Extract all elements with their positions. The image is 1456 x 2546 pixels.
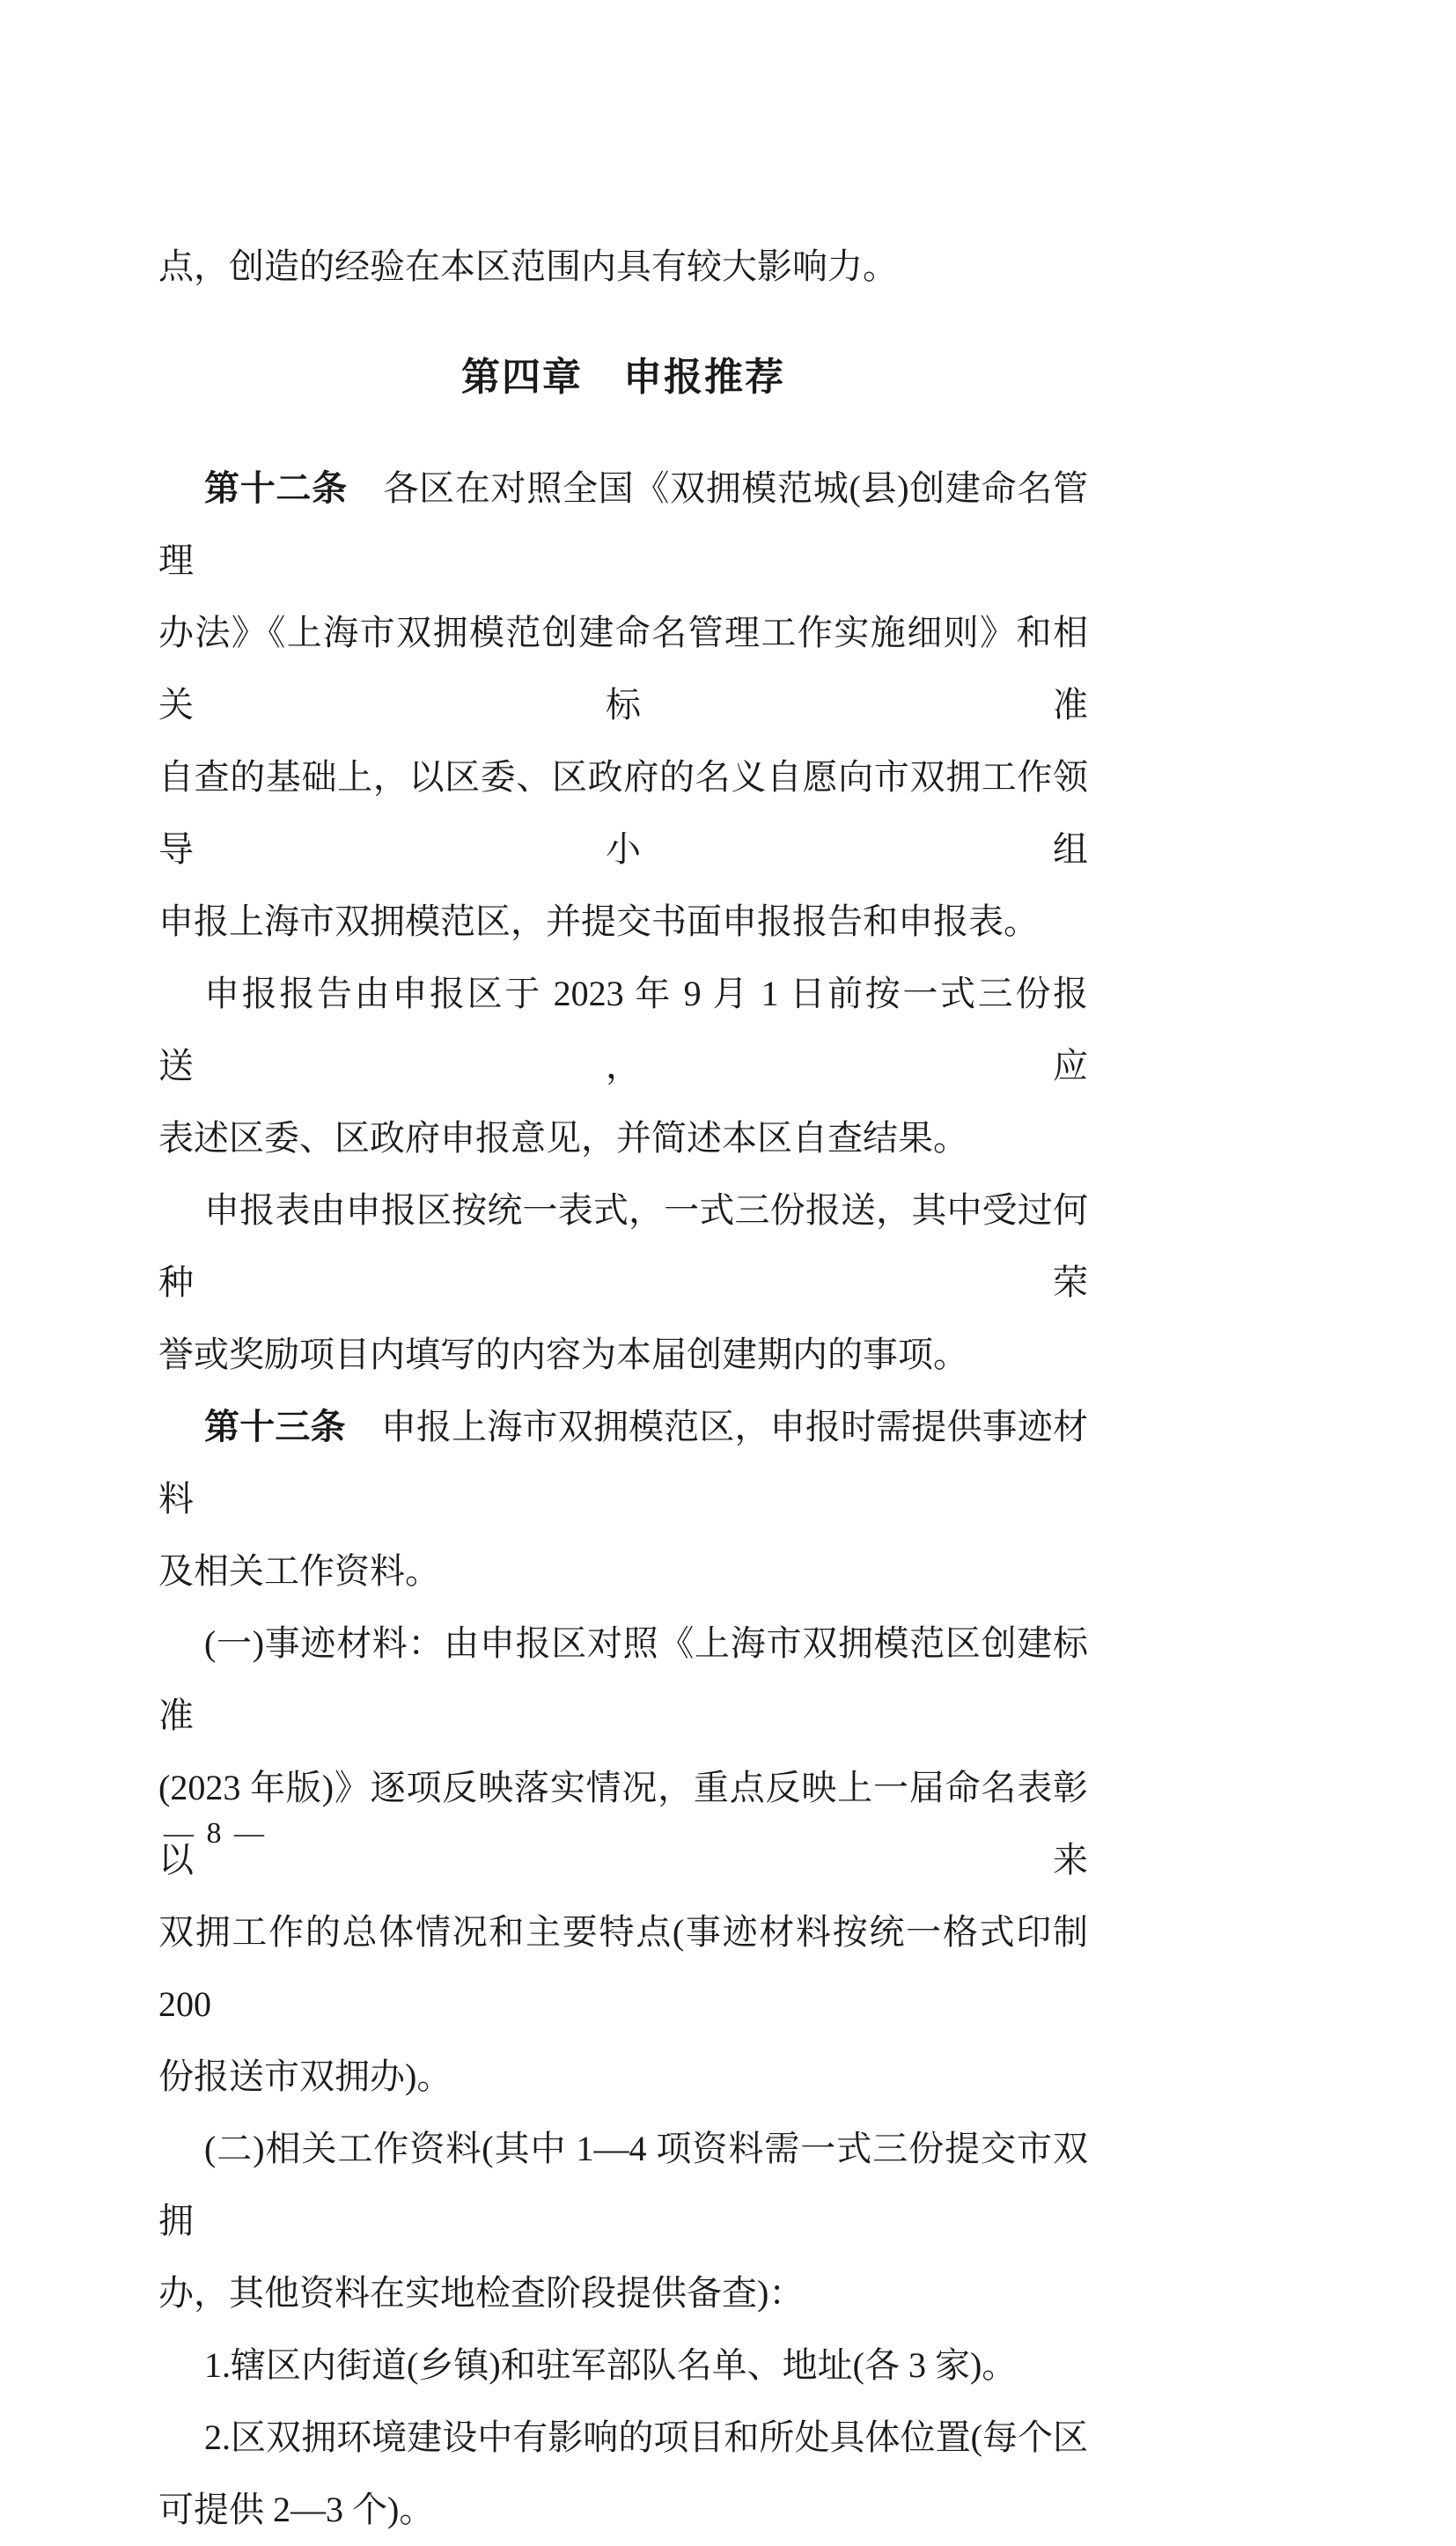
- text-segment: 办，其他资料在实地检查阶段提供备查)：: [158, 2273, 805, 2313]
- article-number-label: 第十二条: [204, 469, 348, 508]
- text-segment: 各区在对照全国《双拥模范城(县)创建命名管理: [158, 468, 1089, 580]
- text-line: [158, 2041, 1088, 2113]
- article-number-label: 第十三条: [204, 1408, 346, 1446]
- text-segment: 申报表由申报区按统一表式，一式三份报送，其中受过何种荣: [158, 1190, 1088, 1302]
- text-segment: 申报上海市双拥模范区，并提交书面申报报告和申报表。: [158, 901, 1039, 941]
- text-segment: 点，创造的经验在本区范围内具有较大影响力。: [158, 247, 898, 286]
- text-line: [158, 231, 1088, 303]
- text-line: [158, 2474, 1088, 2546]
- text-line: [158, 597, 1088, 741]
- text-segment: (一)事迹材料：由申报区对照《上海市双拥模范区创建标准: [158, 1623, 1088, 1735]
- text-segment: 1.辖区内街道(乡镇)和驻军部队名单、地址(各 3 家)。: [204, 2345, 1018, 2385]
- text-line: [158, 886, 1088, 958]
- text-line: [158, 1535, 1088, 1608]
- text-segment: 自查的基础上，以区委、区政府的名义自愿向市双拥工作领导小组: [158, 757, 1088, 869]
- paragraphs-before-heading: [158, 231, 1088, 303]
- text-segment: 2.区双拥环境建设中有影响的项目和所处具体位置(每个区: [204, 2417, 1088, 2457]
- page-number: — 8 —: [164, 1817, 267, 1850]
- text-segment: 表述区委、区政府申报意见，并简述本区自查结果。: [158, 1118, 968, 1158]
- text-line: [158, 1174, 1088, 1319]
- text-segment: 可提供 2—3 个)。: [158, 2490, 435, 2529]
- text-line: [158, 958, 1088, 1102]
- text-segment: 申报上海市双拥模范区，申报时需提供事迹材料: [158, 1407, 1089, 1519]
- text-line: [158, 1102, 1088, 1174]
- text-line: [158, 741, 1088, 886]
- text-segment: 及相关工作资料。: [158, 1551, 440, 1591]
- text-segment: 办法》《上海市双拥模范创建命名管理工作实施细则》和相关标准: [158, 613, 1088, 725]
- text-segment: (2023 年版)》逐项反映落实情况，重点反映上一届命名表彰以来: [158, 1768, 1088, 1880]
- chapter-heading: 第四章 申报推荐: [461, 356, 785, 399]
- text-line: [158, 1896, 1088, 2041]
- text-line: [158, 2257, 1088, 2329]
- text-segment: (二)相关工作资料(其中 1—4 项资料需一式三份提交市双拥: [158, 2129, 1088, 2241]
- text-line: [158, 1319, 1088, 1391]
- text-segment: 双拥工作的总体情况和主要特点(事迹材料按统一格式印制 200: [158, 1912, 1088, 2024]
- text-line: [158, 2402, 1088, 2474]
- text-line: [158, 1752, 1088, 1896]
- text-line: [158, 453, 1088, 597]
- text-line: [158, 1391, 1088, 1535]
- text-segment: 份报送市双拥办)。: [158, 2057, 452, 2096]
- text-line: [158, 2113, 1088, 2257]
- paragraphs-after-heading: [158, 453, 1088, 2546]
- document-body: [158, 231, 1088, 2546]
- text-segment: 誉或奖励项目内填写的内容为本届创建期内的事项。: [158, 1335, 968, 1374]
- text-segment: 申报报告由申报区于 2023 年 9 月 1 日前按一式三份报送，应: [158, 974, 1088, 1085]
- text-line: [158, 2329, 1088, 2402]
- text-line: [158, 1608, 1088, 1752]
